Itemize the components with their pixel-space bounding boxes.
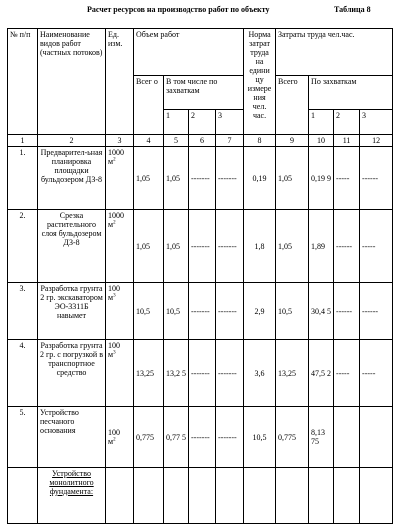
col-number: 2	[38, 135, 106, 147]
work-name: Предварител-ьная планировка площадки бульдозером ДЗ-8	[38, 147, 106, 210]
row-number: 4.	[8, 340, 38, 407]
col-header-volume: Объем работ	[134, 29, 244, 76]
table-row	[8, 468, 393, 524]
volume-3: -------	[216, 147, 244, 210]
norm-value: 2,9	[244, 283, 276, 340]
work-name: Устройство песчаного основания	[38, 407, 106, 468]
table-number: Таблица 8	[334, 5, 371, 14]
col-number: 1	[8, 135, 38, 147]
col-header-labor: Затраты труда чел.час.	[276, 29, 393, 76]
labor-total: 13,25	[276, 340, 309, 407]
work-name: Разработка грунта 2 гр. экскаватором ЭО-3311Б навымет	[38, 283, 106, 340]
volume-1: 1,05	[164, 147, 189, 210]
col-number: 3	[106, 135, 134, 147]
volume-1: 13,2 5	[164, 340, 189, 407]
col-header-num: № п/п	[8, 29, 38, 135]
col-header-unit: Ед. изм.	[106, 29, 134, 135]
labor-1: 0,19 9	[309, 147, 334, 210]
norm-value: 10,5	[244, 407, 276, 468]
volume-1: 0,77 5	[164, 407, 189, 468]
col-number: 9	[276, 135, 309, 147]
volume-total: 1,05	[134, 210, 164, 283]
volume-2: -------	[189, 283, 216, 340]
volume-2: -------	[189, 340, 216, 407]
labor-1: 47,5 2	[309, 340, 334, 407]
labor-3: ------	[360, 283, 393, 340]
table-row	[8, 210, 393, 283]
sub-header: 3	[360, 110, 393, 135]
col-number: 12	[360, 135, 393, 147]
unit-cell: 100 $м^3$	[106, 340, 134, 407]
col-number: 4	[134, 135, 164, 147]
col-number: 8	[244, 135, 276, 147]
col-header-vol-incl: В том числе по захваткам	[164, 76, 244, 110]
labor-total: 1,05	[276, 147, 309, 210]
labor-2: ------	[334, 210, 360, 283]
col-number: 6	[189, 135, 216, 147]
labor-2	[334, 407, 360, 468]
row-number: 1.	[8, 147, 38, 210]
document-header	[0, 4, 400, 18]
volume-2: -------	[189, 407, 216, 468]
col-number: 5	[164, 135, 189, 147]
unit-cell: 100 $м^3$	[106, 283, 134, 340]
labor-3	[360, 407, 393, 468]
volume-3: -------	[216, 340, 244, 407]
labor-2: -----	[334, 147, 360, 210]
labor-1: 8,13 75	[309, 407, 334, 468]
labor-3: -----	[360, 210, 393, 283]
col-number: 10	[309, 135, 334, 147]
table-title: Расчет ресурсов на производство работ по объекту	[87, 5, 270, 14]
labor-1: 30,4 5	[309, 283, 334, 340]
col-number: 7	[216, 135, 244, 147]
volume-1: 10,5	[164, 283, 189, 340]
row-number: 2.	[8, 210, 38, 283]
col-header-lab-by: По захваткам	[309, 76, 393, 110]
norm-value: 0,19	[244, 147, 276, 210]
volume-2: -------	[189, 147, 216, 210]
work-name: Разработка грунта 2 гр. с погрузкой в транспортное средство	[38, 340, 106, 407]
col-header-vol-total: Всег о	[134, 76, 164, 135]
labor-total: 10,5	[276, 283, 309, 340]
labor-3: ------	[360, 147, 393, 210]
col-header-name: Наименование видов работ (частных потоков)	[38, 29, 106, 135]
row-number: 5.	[8, 407, 38, 468]
sub-header: 1	[164, 110, 189, 135]
col-header-norm: Норма затрат труда на едини цу измере ния чел. час.	[244, 29, 276, 135]
labor-2: -----	[334, 340, 360, 407]
sub-header: 2	[189, 110, 216, 135]
volume-3: -------	[216, 283, 244, 340]
col-header-lab-total: Всего	[276, 76, 309, 135]
volume-total: 13,25	[134, 340, 164, 407]
norm-value: 3,6	[244, 340, 276, 407]
sub-header: 3	[216, 110, 244, 135]
unit-cell: 1000 $м^2$	[106, 210, 134, 283]
volume-total: 10,5	[134, 283, 164, 340]
norm-value: 1,8	[244, 210, 276, 283]
volume-total: 1,05	[134, 147, 164, 210]
resource-table	[7, 28, 393, 524]
volume-3: -------	[216, 210, 244, 283]
volume-2: -------	[189, 210, 216, 283]
labor-2: ------	[334, 283, 360, 340]
col-number: 11	[334, 135, 360, 147]
table-row	[8, 283, 393, 340]
column-number-row	[8, 135, 393, 147]
sub-header: 1	[309, 110, 334, 135]
table-row	[8, 407, 393, 468]
unit-cell: 100 $м^2$	[106, 407, 134, 468]
volume-total: 0,775	[134, 407, 164, 468]
volume-1: 1,05	[164, 210, 189, 283]
sub-header: 2	[334, 110, 360, 135]
labor-total: 1,05	[276, 210, 309, 283]
work-name: Устройство монолитного фундамента:	[38, 468, 106, 524]
labor-3: -----	[360, 340, 393, 407]
labor-1: 1,89	[309, 210, 334, 283]
table-row	[8, 340, 393, 407]
work-name: Срезка растительного слоя бульдозером ДЗ-8	[38, 210, 106, 283]
table-row	[8, 147, 393, 210]
labor-total: 0,775	[276, 407, 309, 468]
unit-cell: 1000 $м^2$	[106, 147, 134, 210]
row-number: 3.	[8, 283, 38, 340]
volume-3: -------	[216, 407, 244, 468]
